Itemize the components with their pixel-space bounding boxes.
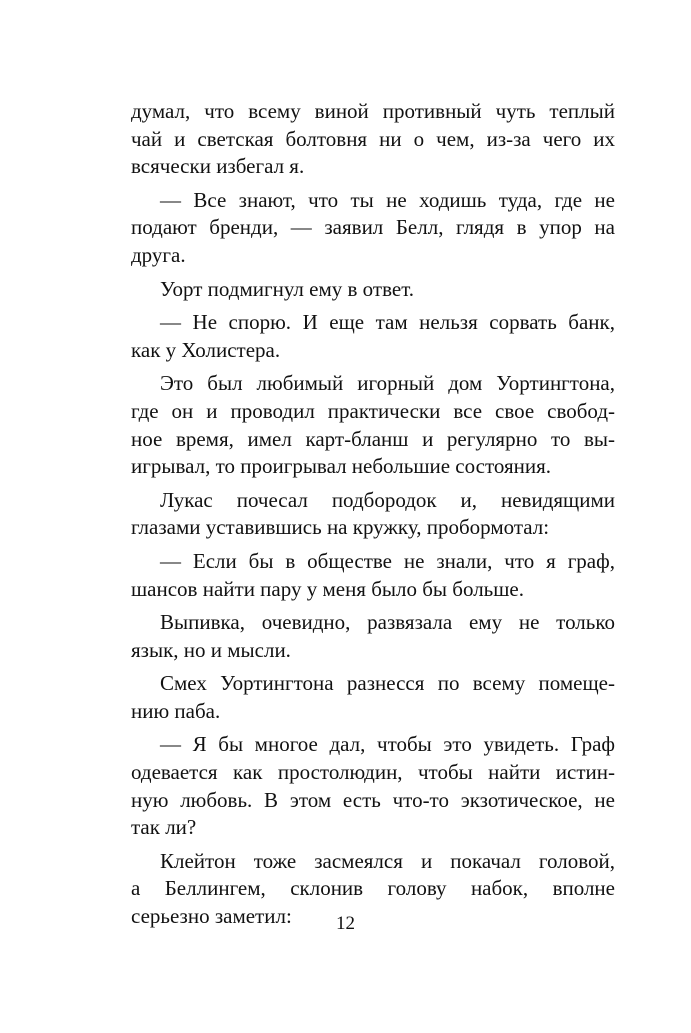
paragraph [131,731,615,841]
page-body [131,98,615,937]
paragraph [131,548,615,603]
text-line: серьезно заметил: [131,904,292,929]
text-line: друга. [131,242,186,267]
text-line: шансов найти пару у меня было бы больше. [131,576,524,601]
text-line: ное время, имел карт-бланш и регулярно то вы- [131,426,615,451]
text-line: Лукас почесал подбородок и, невидящими [160,487,615,512]
text-line: думал, что всему виной противный чуть теплый [131,99,615,123]
text-line: где он и проводил практически все свое свобод- [131,398,615,423]
paragraph [131,276,615,304]
text-line: Это был любимый игорный дом Уортингтона, [160,371,615,396]
text-line: одевается как простолюдин, чтобы найти истин- [131,760,615,785]
text-line: язык, но и мысли. [131,637,291,662]
text-line: подают бренди, — заявил Белл, глядя в упор на [131,215,615,240]
paragraph [131,487,615,542]
text-line: игрывал, то проигрывал небольшие состояния. [131,454,552,479]
text-line: а Беллингем, склонив голову набок, вполне [131,876,615,901]
paragraph [131,370,615,480]
text-line: — Я бы многое дал, чтобы это увидеть. Граф [160,732,615,757]
text-line: так ли? [131,815,197,840]
paragraph [131,98,615,181]
paragraph [131,670,615,725]
text-line: Клейтон тоже засмеялся и покачал головой, [160,848,615,873]
text-line: — Не спорю. И еще там нельзя сорвать банк, [160,310,615,335]
text-line: — Все знают, что ты не ходишь туда, где не [160,187,615,212]
text-line: — Если бы в обществе не знали, что я граф, [160,548,615,573]
text-line: ную любовь. В этом есть что-то экзотическое, не [131,787,615,812]
paragraph [131,187,615,270]
text-line: как у Холистера. [131,337,281,362]
text-line: нию паба. [131,698,221,723]
text-line: всячески избегал я. [131,154,305,179]
text-line: Выпивка, очевидно, развязала ему не только [160,610,615,635]
text-line: Уорт подмигнул ему в ответ. [160,276,415,301]
page-number: 12 [336,913,355,934]
text-line: чай и светская болтовня ни о чем, из-за чего их [131,126,615,151]
text-line: Смех Уортингтона разнесся по всему помеще- [160,671,615,696]
paragraph [131,309,615,364]
text-line: глазами уставившись на кружку, пробормотал: [131,515,550,540]
paragraph [131,609,615,664]
